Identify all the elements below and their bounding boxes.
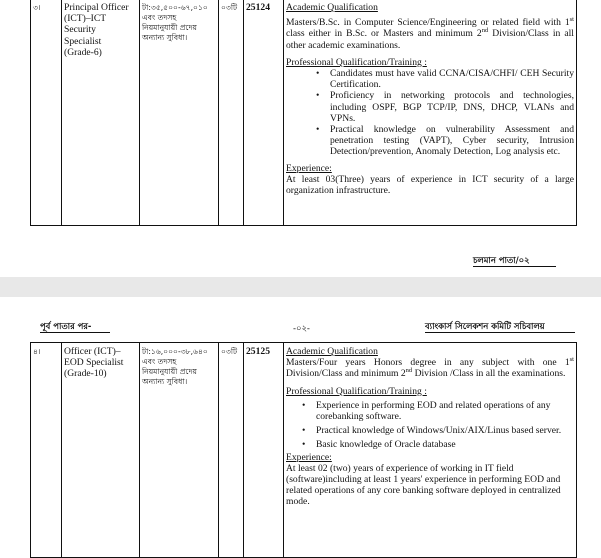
pay-line: নিয়মানুযায়ী প্রদেয় <box>142 367 197 376</box>
post-count: ০৩টি <box>221 3 238 12</box>
list-item: • Proficiency in networking protocols and technologies, including OSPF, BGP TCP/IP, DNS, DHCP, VLANs and VPNs. <box>316 90 574 124</box>
academic-text: Masters/Four years Honors degree in any subject with one 1st Division/Class and minimum 2nd Division /Class in all the examinations. <box>286 356 574 380</box>
post-count-cell <box>219 343 244 558</box>
code-cell <box>244 343 284 558</box>
serial-number: ৩। <box>33 3 41 12</box>
page-two <box>0 297 601 551</box>
professional-heading: Professional Qualification/Training : <box>286 56 427 68</box>
post-line: (Grade-10) <box>64 368 107 380</box>
serial-number: ৪। <box>33 347 41 356</box>
secretariat-header: ব্যাংকার্স সিলেকশন কমিটি সচিবালয় <box>425 321 545 331</box>
table-row <box>31 343 577 558</box>
page-one <box>0 0 601 277</box>
serial-cell <box>31 0 62 226</box>
academic-heading: Academic Qualification <box>286 2 378 13</box>
post-line: Officer (ICT)– <box>64 346 121 357</box>
list-item: • Experience in performing EOD and related operations of any corebanking software. <box>302 399 551 423</box>
pay-line: অন্যান্য সুবিধা। <box>142 33 188 42</box>
pay-line: এবং তদসহ <box>142 357 177 366</box>
pay-line: টা:১৬,০০০-৩৮,৬৪০ <box>142 347 208 356</box>
post-line: (ICT)–ICT <box>64 13 107 25</box>
experience-heading: Experience: <box>286 451 332 463</box>
academic-heading: Academic Qualification <box>286 346 378 357</box>
table-row <box>31 0 577 226</box>
qualification-cell <box>284 0 577 226</box>
pay-line: নিয়মানুযায়ী প্রদেয় <box>142 23 197 32</box>
experience-heading: Experience: <box>286 162 332 174</box>
row-3-table <box>30 0 577 226</box>
list-item: • Basic knowledge of Oracle database <box>302 439 456 451</box>
experience-text: At least 02 (two) years of experience of working in IT field (software)including at least 1 years' experience in performing EOD and related operations of any core banking software deployed in centralized mode. <box>286 462 561 508</box>
post-code: 25125 <box>246 346 270 357</box>
academic-text: Masters/B.Sc. in Computer Science/Engineering or related field with 1st class either in B.Sc. or Masters and minimum 2nd Division/Class in all other academic examinations. <box>286 16 574 51</box>
code-cell <box>244 0 284 226</box>
post-cell <box>62 343 140 558</box>
post-line: Security <box>64 24 96 36</box>
list-item: • Practical knowledge of Windows/Unix/AIX/Linus based server. <box>302 425 562 437</box>
professional-list <box>286 68 574 158</box>
row-4-table <box>30 342 577 558</box>
pay-line: অন্যান্য সুবিধা। <box>142 377 188 386</box>
qualification-cell <box>284 343 577 558</box>
pay-line: টা:৩৫,৫০০-৬৭,০১০ <box>142 3 208 12</box>
post-line: EOD Specialist <box>64 357 124 369</box>
post-count-cell <box>219 0 244 226</box>
pay-line: এবং তদসহ <box>142 13 177 22</box>
list-item: • Candidates must have valid CCNA/CISA/CHFI/ CEH Security Certification. <box>316 68 574 91</box>
continued-note: চলমান পাতা/০২ <box>473 255 530 265</box>
page-gap <box>0 277 601 297</box>
post-line: (Grade-6) <box>64 46 102 58</box>
previous-page-underline <box>40 332 110 333</box>
page-number: -০২- <box>293 323 310 333</box>
experience-text: At least 03(Three) years of experience in ICT security of a large organization infrastructure. <box>286 173 574 197</box>
post-count: ০৩টি <box>221 347 238 356</box>
post-code: 25124 <box>246 2 270 13</box>
post-cell <box>62 0 140 226</box>
list-item: • Practical knowledge on vulnerability Assessment and penetration testing (VAPT), Cyber security, Intrusion Detection/prevention, Anomaly Detection, Log analysis etc. <box>316 124 574 158</box>
serial-cell <box>31 343 62 558</box>
continued-underline <box>473 266 556 267</box>
secretariat-underline <box>425 332 575 333</box>
pay-scale-cell <box>140 0 219 226</box>
previous-page-note: পূর্ব পাতার পর- <box>40 321 92 331</box>
post-line: Specialist <box>64 35 102 47</box>
post-line: Principal Officer <box>64 2 129 13</box>
pay-scale-cell <box>140 343 219 558</box>
professional-list <box>286 400 574 451</box>
professional-heading: Professional Qualification/Training : <box>286 385 427 397</box>
